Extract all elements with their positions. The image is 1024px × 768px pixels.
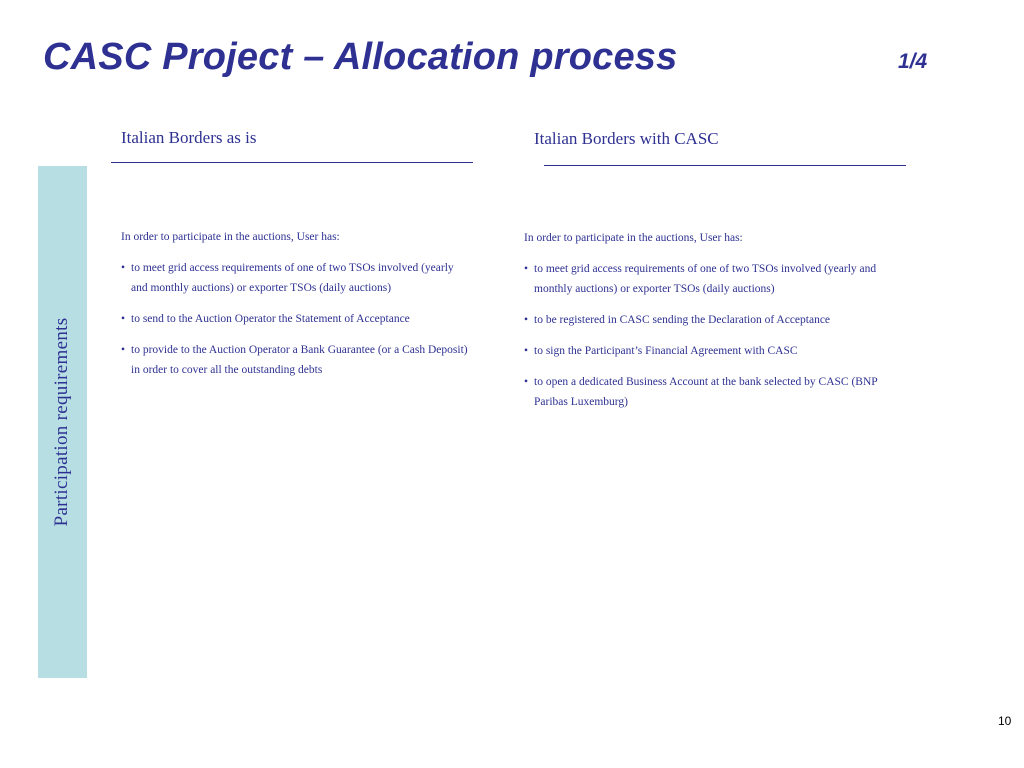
left-bullet-list	[121, 258, 473, 380]
page-number: 10	[998, 714, 1012, 728]
list-item-text: to meet grid access requirements of one of two TSOs involved (yearly and monthly auctions) or exporter TSOs (daily auctions)	[534, 263, 877, 295]
bullet-icon: •	[524, 263, 529, 275]
list-item	[121, 258, 473, 298]
page-indicator: 1/4	[898, 50, 928, 73]
right-column-heading: Italian Borders with CASC	[534, 129, 719, 148]
list-item	[524, 341, 904, 361]
bullet-icon: •	[121, 344, 126, 356]
list-item	[524, 259, 904, 299]
left-column-heading: Italian Borders as is	[121, 128, 257, 147]
bullet-icon: •	[524, 314, 529, 326]
list-item-text: to sign the Participant’s Financial Agreement with CASC	[534, 345, 798, 357]
right-bullet-list	[524, 259, 904, 412]
left-column-intro: In order to participate in the auctions, User has:	[121, 231, 340, 243]
list-item-text: to send to the Auction Operator the Statement of Acceptance	[131, 313, 410, 325]
list-item	[524, 372, 904, 412]
list-item-text: to open a dedicated Business Account at the bank selected by CASC (BNP Paribas Luxemburg)	[534, 376, 878, 408]
bullet-icon: •	[121, 313, 126, 325]
right-column-intro: In order to participate in the auctions, User has:	[524, 232, 743, 244]
bullet-icon: •	[524, 345, 529, 357]
bullet-icon: •	[121, 262, 126, 274]
side-label: Participation requirements	[51, 317, 72, 527]
list-item	[524, 310, 904, 330]
right-column-body	[524, 228, 904, 423]
list-item-text: to meet grid access requirements of one of two TSOs involved (yearly and monthly auctions) or exporter TSOs (daily auctions)	[131, 262, 454, 294]
right-column-divider	[544, 165, 906, 166]
list-item-text: to be registered in CASC sending the Declaration of Acceptance	[534, 314, 831, 326]
slide-title: CASC Project – Allocation process	[43, 36, 678, 78]
bullet-icon: •	[524, 376, 529, 388]
list-item-text: to provide to the Auction Operator a Bank Guarantee (or a Cash Deposit) in order to cover all the outstanding debts	[131, 344, 468, 376]
list-item	[121, 309, 473, 329]
list-item	[121, 340, 473, 380]
left-column-body	[121, 227, 473, 391]
left-column-divider	[111, 162, 473, 163]
